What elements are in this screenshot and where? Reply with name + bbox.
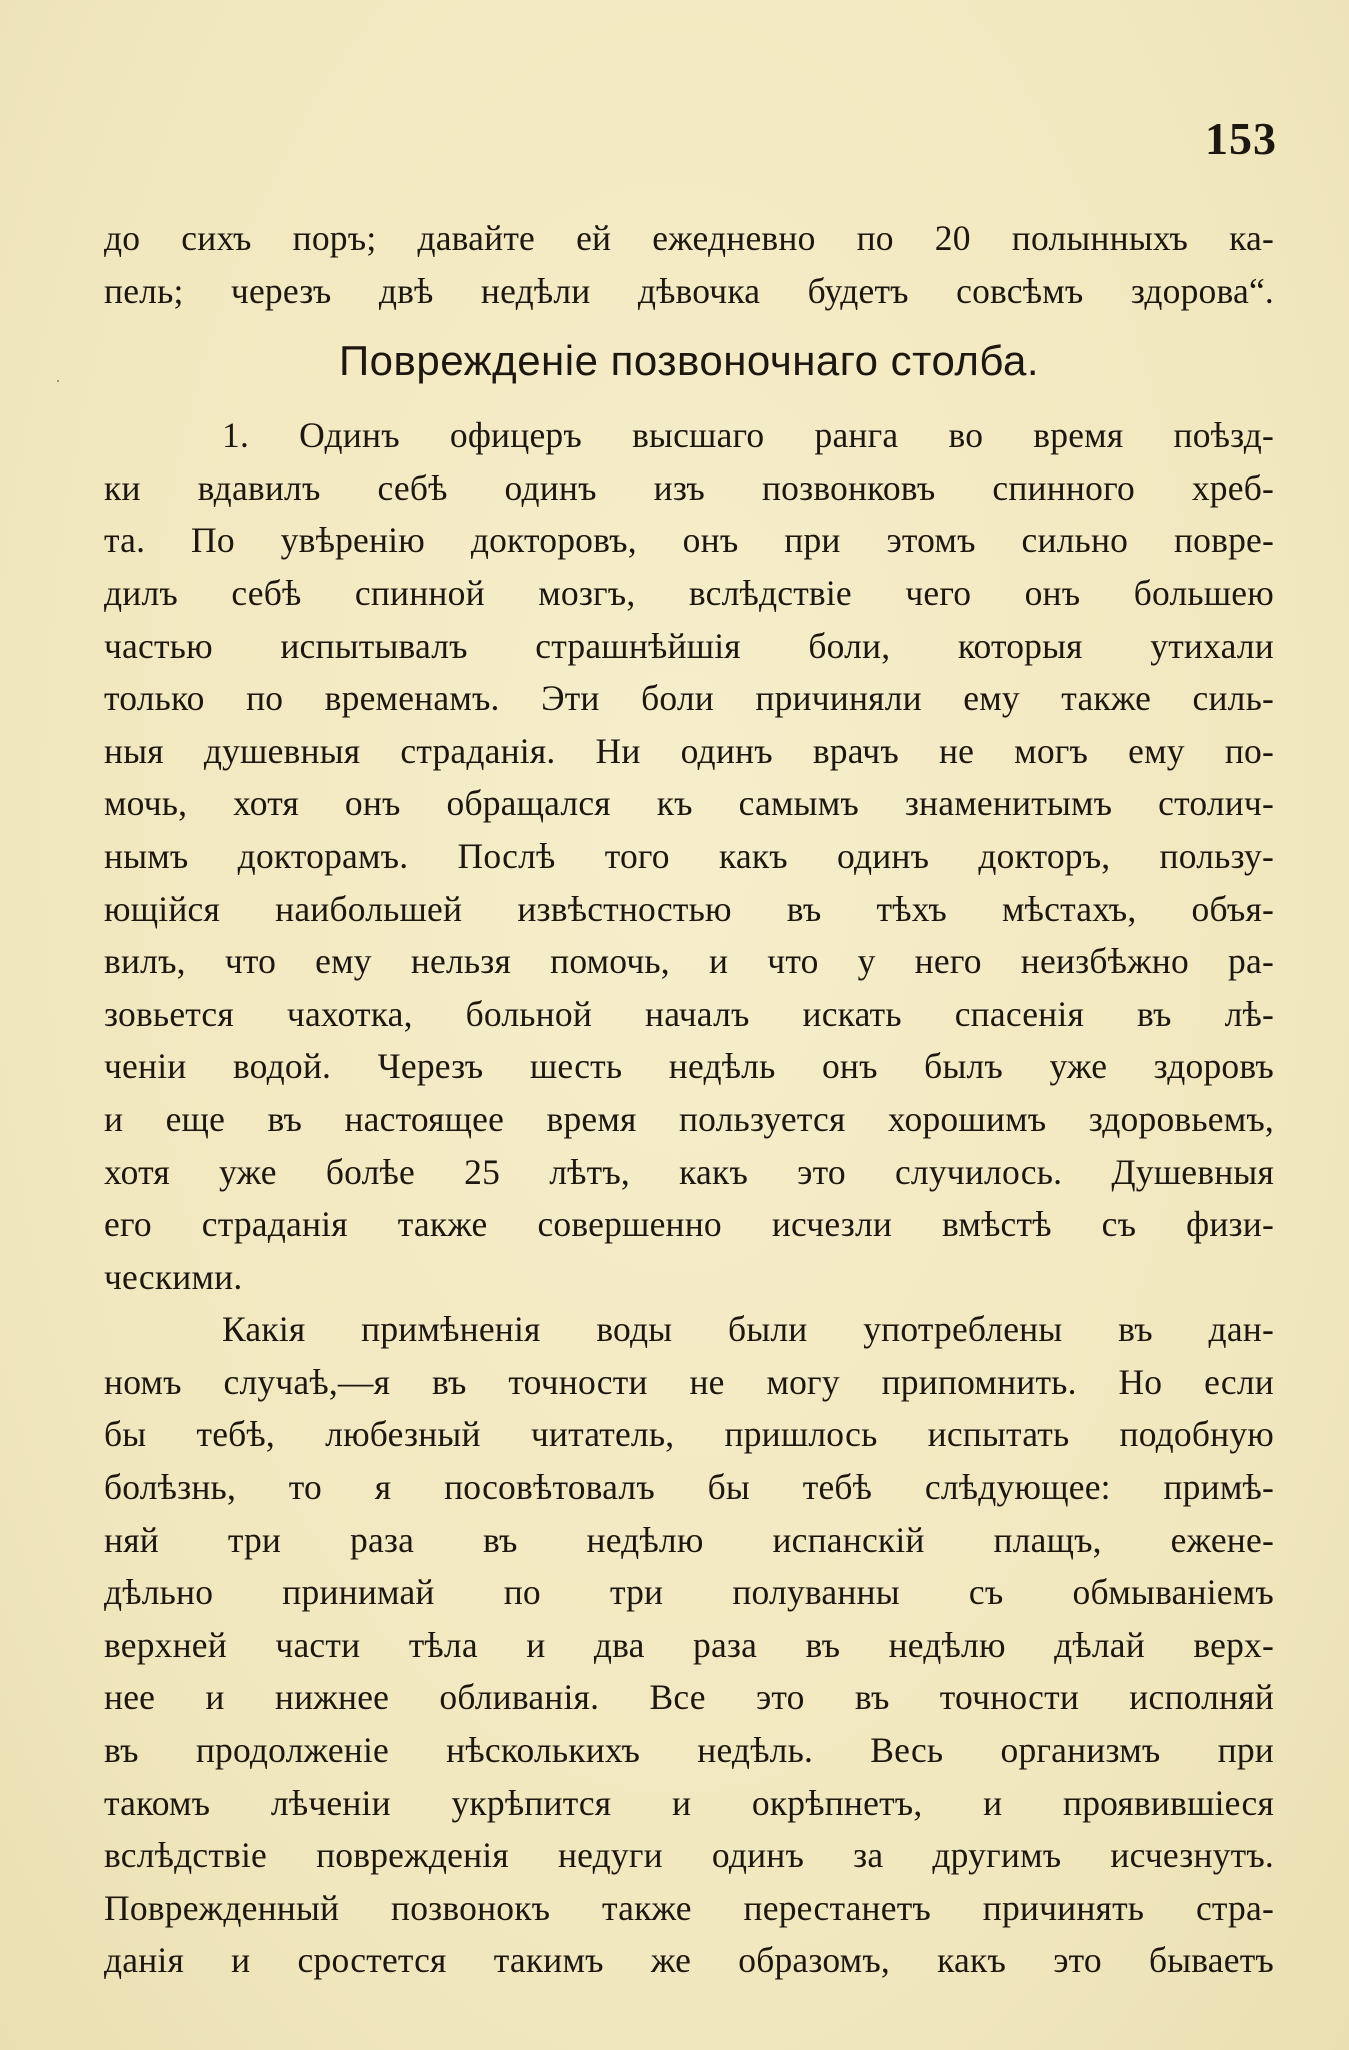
text-line: дилъ себѣ спинной мозгъ, вслѣдствіе чего онъ большею [104, 572, 1274, 613]
text-line: мочь, хотя онъ обращался къ самымъ знаменитымъ столич- [104, 783, 1274, 824]
text-line: ки вдавилъ себѣ одинъ изъ позвонковъ спинного хреб- [104, 467, 1274, 508]
text-line: до сихъ поръ; давайте ей ежедневно по 20 полынныхъ ка- [104, 218, 1274, 258]
paragraph-2 [104, 1303, 1274, 1987]
text-line: болѣзнь, то я посовѣтовалъ бы тебѣ слѣдующее: примѣ- [104, 1467, 1274, 1508]
print-speck [57, 380, 59, 382]
page-number: 153 [1205, 113, 1277, 164]
text-line: 1. Одинъ офицеръ высшаго ранга во время поѣзд- [222, 415, 1274, 456]
text-line: вилъ, что ему нельзя помочь, и что у него неизбѣжно ра- [104, 941, 1274, 982]
text-line: его страданія также совершенно исчезли вмѣстѣ съ физи- [104, 1204, 1274, 1245]
text-line: Какія примѣненія воды были употреблены въ дан- [222, 1309, 1274, 1350]
text-line: няй три раза въ недѣлю испанскій плащъ, еженe- [104, 1519, 1274, 1560]
text-line: ченіи водой. Черезъ шесть недѣль онъ былъ уже здоровъ [104, 1046, 1274, 1087]
page-body [104, 212, 1274, 1987]
text-line: номъ случаѣ,—я въ точности не могу припомнить. Но если [104, 1361, 1274, 1402]
text-line: зовьется чахотка, больной началъ искать спасенія въ лѣ- [104, 993, 1274, 1034]
section-heading: Поврежденіе позвоночнаго столба. [338, 337, 1040, 385]
text-line: бы тебѣ, любезный читатель, пришлось испытать подобную [104, 1414, 1274, 1455]
text-line: нее и нижнее обливанія. Все это въ точности исполняй [104, 1677, 1274, 1718]
text-line: вслѣдствіе поврежденія недуги одинъ за другимъ исчезнутъ. [104, 1835, 1274, 1876]
text-line: хотя уже болѣе 25 лѣтъ, какъ это случилось. Душевныя [104, 1151, 1274, 1192]
text-line: дѣльно принимай по три полуванны съ обмываніемъ [104, 1572, 1274, 1613]
text-line: въ продолженіе нѣсколькихъ недѣль. Весь организмъ при [104, 1730, 1274, 1771]
text-line: нымъ докторамъ. Послѣ того какъ одинъ докторъ, пользу- [104, 835, 1274, 876]
text-line: ныя душевныя страданія. Ни одинъ врачъ не могъ ему по- [104, 730, 1274, 771]
text-line: та. По увѣренію докторовъ, онъ при этомъ сильно повре- [104, 520, 1274, 561]
text-line: данія и сростется такимъ же образомъ, какъ это бываетъ [104, 1940, 1274, 1981]
text-line: ющійся наибольшей извѣстностью въ тѣхъ мѣстахъ, объя- [104, 888, 1274, 929]
text-line: пель; черезъ двѣ недѣли дѣвочка будетъ совсѣмъ здорова“. [104, 270, 1274, 311]
text-line: частью испытывалъ страшнѣйшія боли, которыя утихали [104, 625, 1274, 666]
text-line: только по временамъ. Эти боли причиняли ему также силь- [104, 678, 1274, 719]
paragraph-1 [104, 409, 1274, 1303]
text-line: Поврежденный позвонокъ также перестанетъ причинять стра- [104, 1887, 1274, 1928]
text-line: и еще въ настоящее время пользуется хорошимъ здоровьемъ, [104, 1098, 1274, 1139]
text-line: такомъ лѣченіи укрѣпится и окрѣпнетъ, и проявившіеся [104, 1782, 1274, 1823]
text-line: верхней части тѣла и два раза въ недѣлю дѣлай верх- [104, 1624, 1274, 1665]
text-line: ческими. [104, 1256, 243, 1297]
intro-paragraph [104, 212, 1274, 317]
